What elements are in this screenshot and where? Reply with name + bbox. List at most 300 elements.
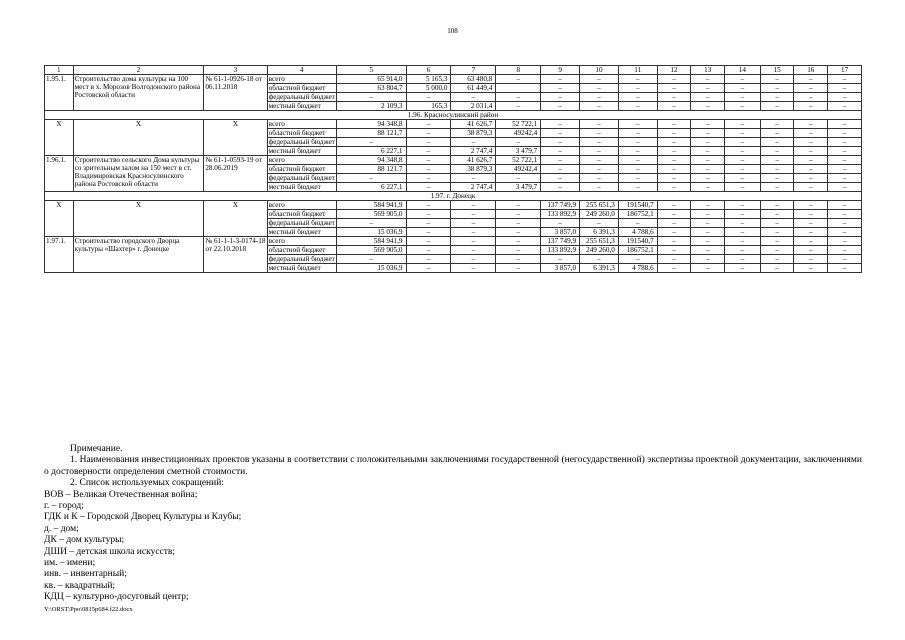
value-cell: –	[657, 174, 691, 183]
value-cell: –	[496, 246, 541, 255]
value-cell: –	[580, 75, 619, 84]
value-cell: –	[794, 84, 828, 93]
value-cell: –	[451, 93, 496, 102]
value-cell: –	[406, 219, 451, 228]
value-cell: –	[496, 219, 541, 228]
header-cell: 11	[618, 66, 657, 75]
value-cell: –	[618, 174, 657, 183]
value-cell: –	[828, 138, 862, 147]
project-code: 1.97.1.	[45, 237, 74, 273]
expertise-doc: № 61-1-1-3-0174-18 от 22.10.2018	[204, 237, 267, 273]
value-cell: 6 391,3	[580, 228, 619, 237]
value-cell: –	[691, 165, 725, 174]
value-cell: –	[760, 183, 794, 192]
value-cell: –	[691, 129, 725, 138]
value-cell: –	[657, 84, 691, 93]
header-cell: 13	[691, 66, 725, 75]
value-cell: –	[657, 264, 691, 273]
value-cell: –	[828, 237, 862, 246]
value-cell: –	[496, 255, 541, 264]
value-cell: 2 109,3	[337, 102, 406, 111]
section-title: 1.97. г. Донецк	[45, 192, 862, 201]
value-cell: –	[451, 228, 496, 237]
value-cell: –	[760, 246, 794, 255]
value-cell: –	[760, 93, 794, 102]
value-cell: –	[828, 156, 862, 165]
value-cell: 15 036,9	[337, 264, 406, 273]
funding-source: областной бюджет	[267, 165, 336, 174]
value-cell: –	[657, 75, 691, 84]
value-cell: 61 449,4	[451, 84, 496, 93]
value-cell: –	[406, 228, 451, 237]
value-cell: –	[828, 147, 862, 156]
value-cell: –	[496, 138, 541, 147]
header-cell: 16	[794, 66, 828, 75]
project-code: X	[45, 120, 74, 156]
value-cell: –	[691, 210, 725, 219]
header-cell: 8	[496, 66, 541, 75]
value-cell: –	[406, 237, 451, 246]
value-cell: –	[691, 219, 725, 228]
notes-title: Примечание.	[70, 444, 123, 454]
value-cell: 38 879,3	[451, 165, 496, 174]
value-cell: –	[406, 255, 451, 264]
value-cell: –	[496, 174, 541, 183]
value-cell: –	[725, 210, 761, 219]
value-cell: –	[691, 255, 725, 264]
value-cell: –	[580, 255, 619, 264]
value-cell: –	[580, 165, 619, 174]
value-cell: –	[580, 183, 619, 192]
value-cell: –	[337, 174, 406, 183]
funding-source: местный бюджет	[267, 147, 336, 156]
value-cell: 6 227,1	[337, 183, 406, 192]
header-cell: 12	[657, 66, 691, 75]
value-cell: 186752,1	[618, 246, 657, 255]
value-cell: –	[691, 246, 725, 255]
value-cell: –	[541, 219, 580, 228]
section-row	[45, 192, 862, 201]
project-name: Строительство городского Дворца культуры «Шахтер» г. Донецке	[73, 237, 204, 273]
header-cell: 10	[580, 66, 619, 75]
value-cell: –	[725, 174, 761, 183]
value-cell: –	[451, 174, 496, 183]
value-cell: –	[691, 84, 725, 93]
value-cell: –	[337, 138, 406, 147]
value-cell: –	[406, 174, 451, 183]
value-cell: –	[657, 165, 691, 174]
value-cell: –	[691, 201, 725, 210]
value-cell: –	[580, 93, 619, 102]
value-cell: –	[580, 138, 619, 147]
abbreviation-list	[44, 490, 862, 604]
value-cell: –	[496, 228, 541, 237]
value-cell: –	[496, 210, 541, 219]
value-cell: –	[496, 102, 541, 111]
funding-source: областной бюджет	[267, 246, 336, 255]
value-cell: –	[691, 156, 725, 165]
header-row	[45, 66, 862, 75]
value-cell: –	[541, 255, 580, 264]
value-cell: –	[618, 120, 657, 129]
value-cell: –	[794, 264, 828, 273]
funding-source: всего	[267, 120, 336, 129]
funding-source: федеральный бюджет	[268, 138, 335, 146]
abbreviation-item: кв. – квадратный;	[44, 580, 116, 591]
value-cell: –	[691, 93, 725, 102]
value-cell: –	[618, 138, 657, 147]
value-cell: –	[451, 219, 496, 228]
value-cell: –	[541, 156, 580, 165]
value-cell: –	[580, 156, 619, 165]
value-cell: –	[618, 129, 657, 138]
value-cell: –	[760, 255, 794, 264]
value-cell: –	[794, 138, 828, 147]
table-row	[45, 156, 862, 165]
value-cell: 584 941,9	[337, 237, 406, 246]
funding-source: федеральный бюджет	[268, 174, 335, 182]
value-cell: –	[406, 120, 451, 129]
abbreviation-item: инв. – инвентарный;	[44, 569, 127, 580]
value-cell: 88 121.7	[337, 165, 406, 174]
value-cell: –	[725, 138, 761, 147]
value-cell: 3 857,0	[541, 228, 580, 237]
header-cell: 4	[267, 66, 336, 75]
section-row	[45, 111, 862, 120]
abbreviation-item: д. – дом;	[44, 523, 79, 534]
value-cell: –	[451, 246, 496, 255]
value-cell: –	[406, 138, 451, 147]
value-cell: –	[657, 129, 691, 138]
value-cell: –	[451, 210, 496, 219]
note-1: 1. Наименования инвестиционных проектов указаны в соответствии с положительными заключениями государственной (негосударственной) экспертизы проектной документации, заключениями о достоверности определения сметной стоимости.	[44, 455, 862, 477]
header-cell: 9	[541, 66, 580, 75]
value-cell: –	[760, 174, 794, 183]
value-cell: 63 480,8	[451, 75, 496, 84]
value-cell: –	[794, 75, 828, 84]
value-cell: –	[828, 84, 862, 93]
value-cell: –	[725, 237, 761, 246]
value-cell: –	[451, 237, 496, 246]
value-cell: –	[618, 165, 657, 174]
value-cell: –	[760, 102, 794, 111]
value-cell: –	[496, 75, 541, 84]
value-cell: –	[657, 237, 691, 246]
header-cell: 7	[451, 66, 496, 75]
value-cell: –	[541, 102, 580, 111]
header-cell: 1	[45, 66, 74, 75]
value-cell: –	[828, 246, 862, 255]
value-cell: –	[657, 102, 691, 111]
value-cell: –	[541, 75, 580, 84]
value-cell: –	[337, 219, 406, 228]
value-cell: –	[828, 201, 862, 210]
value-cell: –	[541, 165, 580, 174]
value-cell: –	[760, 156, 794, 165]
value-cell: 137 749,9	[541, 237, 580, 246]
value-cell: –	[794, 156, 828, 165]
funding-source: федеральный бюджет	[268, 93, 335, 101]
abbreviation-item: ДШИ – детская школа искусств;	[44, 546, 176, 557]
value-cell: –	[828, 120, 862, 129]
funding-source: областной бюджет	[267, 84, 336, 93]
project-name: Строительство сельского Дома культуры со зрительным залом на 150 мест в ст. Владимировская Красносулинского района Ростовской области	[73, 156, 204, 192]
value-cell: –	[496, 93, 541, 102]
value-cell: –	[618, 84, 657, 93]
value-cell: –	[725, 165, 761, 174]
expertise-doc: X	[204, 201, 267, 237]
value-cell: 38 879,3	[451, 129, 496, 138]
value-cell: –	[580, 174, 619, 183]
value-cell: –	[760, 129, 794, 138]
value-cell: –	[691, 174, 725, 183]
value-cell: –	[691, 120, 725, 129]
value-cell: –	[828, 183, 862, 192]
value-cell: –	[406, 210, 451, 219]
page-number: 108	[447, 27, 458, 35]
value-cell: –	[541, 93, 580, 102]
value-cell: –	[580, 129, 619, 138]
value-cell: 255 651,3	[580, 237, 619, 246]
value-cell: 249 260,0	[580, 210, 619, 219]
note-2: 2. Список используемых сокращений:	[70, 478, 224, 489]
value-cell: –	[760, 219, 794, 228]
value-cell: –	[760, 84, 794, 93]
value-cell: 49242,4	[496, 129, 541, 138]
abbreviation-item: КДЦ – культурно-досуговый центр;	[44, 592, 189, 603]
value-cell: –	[794, 183, 828, 192]
value-cell: –	[725, 102, 761, 111]
value-cell: –	[618, 255, 657, 264]
value-cell: –	[657, 201, 691, 210]
value-cell: –	[760, 264, 794, 273]
value-cell: –	[541, 129, 580, 138]
value-cell: –	[794, 201, 828, 210]
value-cell: 255 651,3	[580, 201, 619, 210]
value-cell: –	[657, 147, 691, 156]
value-cell: –	[451, 138, 496, 147]
expertise-doc: № 61-1-0593-19 от 28.06.2019	[204, 156, 267, 192]
value-cell: –	[725, 219, 761, 228]
project-name: X	[73, 120, 204, 156]
value-cell: –	[691, 138, 725, 147]
value-cell: –	[337, 255, 406, 264]
value-cell: 6 227,1	[337, 147, 406, 156]
value-cell: 133 892,9	[541, 210, 580, 219]
value-cell: 6 391,3	[580, 264, 619, 273]
value-cell: 52 722,1	[496, 120, 541, 129]
value-cell: –	[760, 147, 794, 156]
value-cell: –	[725, 201, 761, 210]
value-cell: –	[657, 183, 691, 192]
value-cell: –	[541, 138, 580, 147]
value-cell: –	[725, 84, 761, 93]
funding-source: областной бюджет	[267, 210, 336, 219]
value-cell: –	[828, 75, 862, 84]
funding-source: всего	[267, 75, 336, 84]
value-cell: –	[725, 228, 761, 237]
value-cell: –	[406, 246, 451, 255]
value-cell: 4 788,6	[618, 228, 657, 237]
value-cell: 137 749,9	[541, 201, 580, 210]
funding-source: областной бюджет	[267, 129, 336, 138]
abbreviation-item: ДК – дом культуры;	[44, 535, 125, 546]
value-cell: –	[337, 93, 406, 102]
project-code: X	[45, 201, 74, 237]
header-cell: 15	[760, 66, 794, 75]
value-cell: –	[406, 93, 451, 102]
value-cell: –	[541, 174, 580, 183]
value-cell: –	[691, 75, 725, 84]
value-cell: –	[828, 174, 862, 183]
value-cell: –	[618, 93, 657, 102]
value-cell: –	[406, 165, 451, 174]
value-cell: –	[725, 75, 761, 84]
value-cell: 2 031,4	[451, 102, 496, 111]
value-cell: –	[725, 183, 761, 192]
value-cell: 88 121,7	[337, 129, 406, 138]
expertise-doc: № 61-1-0926-18 от 06.11.2018	[204, 75, 267, 111]
value-cell: 569 905,0	[337, 210, 406, 219]
value-cell: 249 260,0	[580, 246, 619, 255]
value-cell: 5 165,3	[406, 75, 451, 84]
value-cell: 584 941,9	[337, 201, 406, 210]
value-cell: –	[580, 102, 619, 111]
value-cell: –	[691, 147, 725, 156]
footer-file-path: Y:\ORST\Ppo\0815p684.f22.docx	[44, 606, 133, 613]
project-code: 1.96.1.	[45, 156, 74, 192]
value-cell: 2 747,4	[451, 183, 496, 192]
value-cell: –	[406, 264, 451, 273]
value-cell: –	[725, 255, 761, 264]
section-title: 1.96. Красносулинский район	[45, 111, 862, 120]
value-cell	[496, 84, 541, 93]
value-cell: 186752,1	[618, 210, 657, 219]
header-cell: 6	[406, 66, 451, 75]
value-cell: –	[451, 255, 496, 264]
value-cell: –	[828, 102, 862, 111]
value-cell: –	[794, 147, 828, 156]
value-cell: –	[725, 264, 761, 273]
value-cell: –	[828, 228, 862, 237]
value-cell: 94 348,8	[337, 156, 406, 165]
value-cell: –	[618, 183, 657, 192]
value-cell: –	[541, 147, 580, 156]
funding-source: местный бюджет	[267, 102, 336, 111]
value-cell: –	[760, 165, 794, 174]
value-cell: 133 892,9	[541, 246, 580, 255]
value-cell: –	[618, 156, 657, 165]
investment-projects-table	[44, 65, 862, 273]
value-cell: –	[406, 156, 451, 165]
value-cell: –	[541, 84, 580, 93]
value-cell: –	[657, 228, 691, 237]
value-cell: 5 000,0	[406, 84, 451, 93]
value-cell: –	[691, 183, 725, 192]
value-cell: –	[451, 264, 496, 273]
value-cell: –	[406, 147, 451, 156]
header-cell: 14	[725, 66, 761, 75]
value-cell: –	[794, 120, 828, 129]
value-cell: –	[794, 93, 828, 102]
abbreviation-item: ВОВ – Великая Отечественная война;	[44, 489, 198, 500]
value-cell: –	[828, 93, 862, 102]
value-cell: –	[760, 210, 794, 219]
value-cell: –	[657, 219, 691, 228]
value-cell: –	[725, 156, 761, 165]
value-cell: –	[657, 246, 691, 255]
value-cell: –	[760, 201, 794, 210]
value-cell: –	[496, 237, 541, 246]
value-cell: –	[451, 201, 496, 210]
funding-source: всего	[267, 201, 336, 210]
funding-source: федеральный бюджет	[268, 219, 335, 227]
value-cell: –	[580, 120, 619, 129]
value-cell: –	[691, 102, 725, 111]
value-cell: –	[657, 156, 691, 165]
value-cell: –	[541, 183, 580, 192]
value-cell: 41 626,7	[451, 156, 496, 165]
value-cell: –	[725, 147, 761, 156]
funding-source: местный бюджет	[267, 228, 336, 237]
value-cell: 15 036,9	[337, 228, 406, 237]
value-cell: 569 905,0	[337, 246, 406, 255]
value-cell: –	[657, 210, 691, 219]
value-cell: –	[691, 264, 725, 273]
value-cell: –	[406, 129, 451, 138]
value-cell: –	[618, 219, 657, 228]
value-cell: –	[541, 120, 580, 129]
value-cell: –	[794, 102, 828, 111]
table-row	[45, 120, 862, 129]
value-cell: –	[794, 255, 828, 264]
value-cell: –	[794, 174, 828, 183]
value-cell: 4 788,6	[618, 264, 657, 273]
value-cell: –	[794, 210, 828, 219]
value-cell: –	[794, 219, 828, 228]
header-cell: 2	[73, 66, 204, 75]
value-cell: –	[828, 210, 862, 219]
value-cell: –	[725, 129, 761, 138]
notes-section	[44, 444, 862, 604]
abbreviation-item: г. – город;	[44, 501, 84, 512]
value-cell: 3 479,7	[496, 147, 541, 156]
value-cell: –	[828, 264, 862, 273]
value-cell: –	[657, 255, 691, 264]
value-cell: –	[496, 264, 541, 273]
value-cell: –	[406, 201, 451, 210]
funding-source: всего	[267, 237, 336, 246]
value-cell: 52 722,1	[496, 156, 541, 165]
value-cell: 3 479,7	[496, 183, 541, 192]
table-row	[45, 237, 862, 246]
value-cell: –	[794, 228, 828, 237]
value-cell: –	[657, 138, 691, 147]
value-cell: 165,3	[406, 102, 451, 111]
value-cell: 191540,7	[618, 237, 657, 246]
value-cell: –	[794, 129, 828, 138]
header-cell: 3	[204, 66, 267, 75]
value-cell: –	[760, 75, 794, 84]
abbreviation-item: ГДК и К – Городской Дворец Культуры и Клубы;	[44, 512, 242, 523]
expertise-doc: X	[204, 120, 267, 156]
value-cell: 63 804,7	[337, 84, 406, 93]
value-cell: –	[828, 165, 862, 174]
value-cell: 41 626,7	[451, 120, 496, 129]
project-name: Строительство дома культуры на 100 мест в х. Морозов Волгодонского района Ростовской области	[73, 75, 204, 111]
value-cell: –	[725, 93, 761, 102]
header-cell: 5	[337, 66, 406, 75]
